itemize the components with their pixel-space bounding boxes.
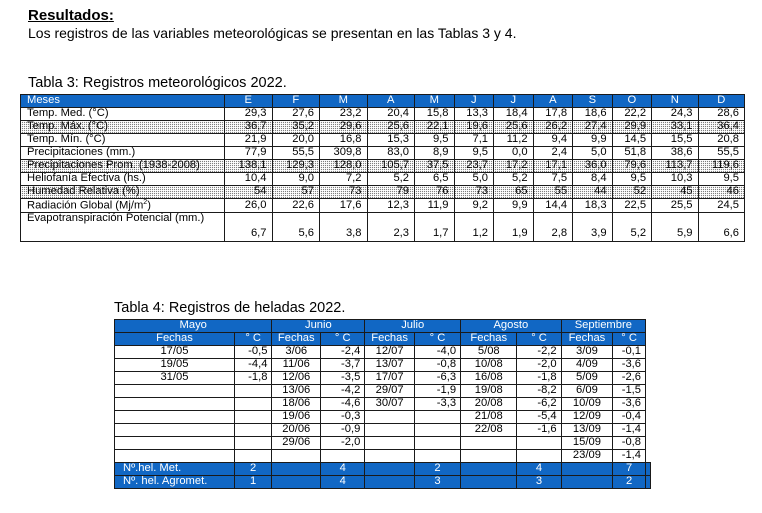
temp-cell: -1,5: [613, 385, 646, 398]
month-header: Agosto: [461, 320, 562, 333]
meteorological-table: [20, 94, 745, 242]
temp-cell: -3,6: [613, 359, 646, 372]
date-cell: 4/09: [561, 359, 613, 372]
table-cell: 9,9: [494, 199, 534, 213]
temp-cell: -4,2: [321, 385, 365, 398]
row-label: Temp. Med. (°C): [21, 108, 225, 121]
totals-label: Nº. hel. Agromet.: [115, 476, 235, 489]
temp-cell: -4,6: [321, 398, 365, 411]
temp-cell: -2,2: [517, 346, 561, 359]
date-cell: 29/07: [365, 385, 415, 398]
table-row: [115, 450, 651, 463]
temp-cell: -2,4: [321, 346, 365, 359]
table-cell: 79,6: [612, 160, 652, 173]
date-cell: 10/09: [561, 398, 613, 411]
table-cell: 23,7: [454, 160, 494, 173]
date-cell: 19/06: [272, 411, 321, 424]
table-cell: 76: [415, 186, 455, 199]
temp-cell: -0,1: [613, 346, 646, 359]
date-cell: [461, 437, 517, 450]
table-cell: 3,8: [320, 212, 368, 241]
table-cell: 21,9: [225, 134, 273, 147]
section-heading: Resultados:: [28, 7, 114, 24]
table-row: [21, 147, 745, 160]
temp-cell: -3,6: [613, 398, 646, 411]
table-cell: 5,2: [494, 173, 534, 186]
date-cell: 19/08: [461, 385, 517, 398]
temp-cell: -5,4: [517, 411, 561, 424]
date-cell: 13/06: [272, 385, 321, 398]
table-cell: 15,3: [367, 134, 415, 147]
date-cell: 31/05: [115, 372, 235, 385]
table-cell: 7,2: [320, 173, 368, 186]
table-cell: 25,5: [652, 199, 698, 213]
table-cell: 13,3: [454, 108, 494, 121]
table-cell: 26,2: [533, 121, 573, 134]
temp-cell: -0,8: [613, 437, 646, 450]
temp-cell: [234, 411, 272, 424]
date-cell: 15/09: [561, 437, 613, 450]
dates-header: Fechas: [561, 333, 613, 346]
table-cell: 9,2: [454, 199, 494, 213]
date-cell: 30/07: [365, 398, 415, 411]
table-cell: 25,6: [494, 121, 534, 134]
date-cell: 12/09: [561, 411, 613, 424]
table-cell: 52: [612, 186, 652, 199]
table-cell: 5,2: [367, 173, 415, 186]
row-label: Evapotranspiración Potencial (mm.): [21, 212, 225, 241]
totals-value: 4: [321, 463, 365, 476]
table-cell: 0,0: [494, 147, 534, 160]
dates-header: Fechas: [272, 333, 321, 346]
table-cell: 16,8: [320, 134, 368, 147]
table-cell: 8,4: [573, 173, 613, 186]
date-cell: 3/06: [272, 346, 321, 359]
row-label: Precipitaciones Prom. (1938-2008): [21, 160, 225, 173]
table-cell: 55: [533, 186, 573, 199]
table-cell: 83,0: [367, 147, 415, 160]
table-cell: 20,4: [367, 108, 415, 121]
dates-header: Fechas: [461, 333, 517, 346]
table-cell: 33,1: [652, 121, 698, 134]
row-label: Heliofanía Efectiva (hs.): [21, 173, 225, 186]
table-cell: 19,6: [454, 121, 494, 134]
temp-cell: -0,4: [613, 411, 646, 424]
totals-label: Nº.hel. Met.: [115, 463, 235, 476]
table3-month-header: J: [454, 95, 494, 108]
table-cell: 128,0: [320, 160, 368, 173]
table3-month-header: F: [272, 95, 320, 108]
temp-cell: -4,4: [234, 359, 272, 372]
date-cell: 12/07: [365, 346, 415, 359]
table-cell: 9,4: [533, 134, 573, 147]
table-cell: 9,5: [415, 134, 455, 147]
temp-cell: -3,5: [321, 372, 365, 385]
table-cell: 7,5: [533, 173, 573, 186]
table-cell: 5,0: [573, 147, 613, 160]
date-cell: 11/06: [272, 359, 321, 372]
table-cell: 27,4: [573, 121, 613, 134]
table-cell: 8,9: [415, 147, 455, 160]
date-cell: 18/06: [272, 398, 321, 411]
table3-month-header: M: [415, 95, 455, 108]
table-cell: 65: [494, 186, 534, 199]
table-cell: 51,8: [612, 147, 652, 160]
temp-cell: -6,2: [517, 398, 561, 411]
date-cell: [365, 450, 415, 463]
table-cell: 26,0: [225, 199, 273, 213]
table-cell: 7,1: [454, 134, 494, 147]
totals-value: 3: [414, 476, 460, 489]
table3-month-header: S: [573, 95, 613, 108]
totals-value: 4: [517, 463, 561, 476]
table-cell: 3,9: [573, 212, 613, 241]
temp-cell: -1,6: [517, 424, 561, 437]
table-cell: 6,7: [225, 212, 273, 241]
table-cell: 6,5: [415, 173, 455, 186]
date-cell: [365, 411, 415, 424]
table-cell: 20,0: [272, 134, 320, 147]
date-cell: 19/05: [115, 359, 235, 372]
date-cell: 5/09: [561, 372, 613, 385]
date-cell: [115, 450, 235, 463]
table-cell: 17,2: [494, 160, 534, 173]
table-cell: 10,4: [225, 173, 273, 186]
table4-month-row: [115, 320, 651, 333]
table-cell: 45: [652, 186, 698, 199]
temp-cell: -1,4: [613, 424, 646, 437]
table-cell: 105,7: [367, 160, 415, 173]
date-cell: 16/08: [461, 372, 517, 385]
table-cell: 79: [367, 186, 415, 199]
temp-cell: [414, 437, 460, 450]
table-cell: 44: [573, 186, 613, 199]
temp-cell: [517, 450, 561, 463]
table-cell: 27,6: [272, 108, 320, 121]
temp-cell: -1,4: [613, 450, 646, 463]
totals-spacer: [365, 463, 415, 476]
intro-paragraph: Los registros de las variables meteorológicas se presentan en las Tablas 3 y 4.: [28, 25, 517, 41]
superscript: 2: [143, 199, 148, 206]
temp-cell: -0,5: [234, 346, 272, 359]
row-label: Temp. Mín. (°C): [21, 134, 225, 147]
table-cell: 20,8: [698, 134, 744, 147]
table-cell: 11,9: [415, 199, 455, 213]
temp-cell: [321, 450, 365, 463]
table-cell: 24,3: [652, 108, 698, 121]
date-cell: 20/06: [272, 424, 321, 437]
temp-cell: [234, 450, 272, 463]
table-row: [21, 186, 745, 199]
table-cell: 23,2: [320, 108, 368, 121]
totals-spacer: [561, 463, 613, 476]
table-cell: 1,2: [454, 212, 494, 241]
table-cell: 55,5: [272, 147, 320, 160]
totals-value: 1: [234, 476, 272, 489]
totals-spacer: [272, 463, 321, 476]
table-cell: 22,2: [612, 108, 652, 121]
date-cell: 5/08: [461, 346, 517, 359]
temp-cell: [414, 424, 460, 437]
date-cell: 6/09: [561, 385, 613, 398]
date-cell: 17/05: [115, 346, 235, 359]
table-cell: 24,5: [698, 199, 744, 213]
table-cell: 22,6: [272, 199, 320, 213]
temp-cell: -4,0: [414, 346, 460, 359]
temp-cell: -6,3: [414, 372, 460, 385]
table-cell: 113,7: [652, 160, 698, 173]
table-row: [115, 411, 651, 424]
table-cell: 54: [225, 186, 273, 199]
temp-cell: -0,3: [321, 411, 365, 424]
table-cell: 5,0: [454, 173, 494, 186]
table-cell: 28,6: [698, 108, 744, 121]
unit-header: ° C: [517, 333, 561, 346]
temp-cell: [234, 424, 272, 437]
table-cell: 1,9: [494, 212, 534, 241]
date-cell: 13/07: [365, 359, 415, 372]
temp-cell: -3,7: [321, 359, 365, 372]
table-cell: 14,5: [612, 134, 652, 147]
totals-spacer: [461, 476, 517, 489]
month-header: Junio: [272, 320, 365, 333]
date-cell: [115, 437, 235, 450]
temp-cell: -0,9: [321, 424, 365, 437]
date-cell: [115, 398, 235, 411]
totals-value: 7: [613, 463, 646, 476]
date-cell: 3/09: [561, 346, 613, 359]
date-cell: 12/06: [272, 372, 321, 385]
table4-subheader-row: [115, 333, 651, 346]
row-label: Temp. Máx. (°C): [21, 121, 225, 134]
temp-cell: [234, 437, 272, 450]
table3-month-header: O: [612, 95, 652, 108]
totals-value: 3: [517, 476, 561, 489]
totals-value: 2: [613, 476, 646, 489]
temp-cell: -0,8: [414, 359, 460, 372]
table3-header-label: Meses: [21, 95, 225, 108]
frost-table: [114, 319, 651, 489]
temp-cell: [234, 385, 272, 398]
totals-spacer: [646, 463, 651, 476]
table-cell: 73: [454, 186, 494, 199]
table-cell: 9,0: [272, 173, 320, 186]
unit-header: ° C: [414, 333, 460, 346]
table-cell: 17,8: [533, 108, 573, 121]
temp-cell: -2,6: [613, 372, 646, 385]
temp-cell: [414, 411, 460, 424]
table-row: [115, 372, 651, 385]
table-cell: 309,8: [320, 147, 368, 160]
dates-header: Fechas: [365, 333, 415, 346]
table-cell: 29,3: [225, 108, 273, 121]
row-label: Radiación Global $(Mj/m^2)$: [21, 199, 225, 213]
totals-value: 4: [321, 476, 365, 489]
table-cell: 9,5: [698, 173, 744, 186]
table-cell: 2,3: [367, 212, 415, 241]
table-row: [21, 121, 745, 134]
table-cell: 5,6: [272, 212, 320, 241]
table3-month-header: M: [320, 95, 368, 108]
table-row: [115, 398, 651, 411]
table-cell: 14,4: [533, 199, 573, 213]
date-cell: [365, 424, 415, 437]
table-row: [21, 173, 745, 186]
table-cell: 73: [320, 186, 368, 199]
date-cell: [115, 424, 235, 437]
date-cell: [115, 411, 235, 424]
table-cell: 17,6: [320, 199, 368, 213]
table-cell: 12,3: [367, 199, 415, 213]
table-cell: 2,4: [533, 147, 573, 160]
table-row: [21, 134, 745, 147]
temp-cell: -3,3: [414, 398, 460, 411]
table-row: [21, 199, 745, 213]
row-label: Humedad Relativa (%): [21, 186, 225, 199]
table-cell: 2,8: [533, 212, 573, 241]
table-cell: 25,6: [367, 121, 415, 134]
totals-row: [115, 463, 651, 476]
month-header: Septiembre: [561, 320, 645, 333]
date-cell: [461, 450, 517, 463]
temp-cell: -2,0: [517, 359, 561, 372]
table3-month-header: N: [652, 95, 698, 108]
table-row: [21, 160, 745, 173]
table-row: [115, 346, 651, 359]
table-row: [21, 108, 745, 121]
table3-month-header: E: [225, 95, 273, 108]
date-cell: 20/08: [461, 398, 517, 411]
date-cell: 13/09: [561, 424, 613, 437]
table-cell: 10,3: [652, 173, 698, 186]
table-cell: 15,8: [415, 108, 455, 121]
table-row: [115, 359, 651, 372]
table-cell: 17,1: [533, 160, 573, 173]
temp-cell: [414, 450, 460, 463]
date-cell: 10/08: [461, 359, 517, 372]
totals-spacer: [461, 463, 517, 476]
table-cell: 129,3: [272, 160, 320, 173]
table-cell: 37,5: [415, 160, 455, 173]
table-cell: 9,9: [573, 134, 613, 147]
table-row: [115, 437, 651, 450]
date-cell: 17/07: [365, 372, 415, 385]
temp-cell: [234, 398, 272, 411]
table-cell: 29,9: [612, 121, 652, 134]
table-cell: 18,4: [494, 108, 534, 121]
table3-header-row: [21, 95, 745, 108]
table-cell: 9,5: [454, 147, 494, 160]
table-cell: 11,2: [494, 134, 534, 147]
date-cell: 23/09: [561, 450, 613, 463]
table-cell: 6,6: [698, 212, 744, 241]
date-cell: 22/08: [461, 424, 517, 437]
table-cell: 18,3: [573, 199, 613, 213]
table-cell: 15,5: [652, 134, 698, 147]
month-header: Mayo: [115, 320, 272, 333]
temp-cell: -2,0: [321, 437, 365, 450]
totals-spacer: [646, 476, 651, 489]
table-row: [115, 424, 651, 437]
temp-cell: -1,9: [414, 385, 460, 398]
table3-month-header: J: [494, 95, 534, 108]
date-cell: [115, 385, 235, 398]
table-cell: 55,5: [698, 147, 744, 160]
temp-cell: -8,2: [517, 385, 561, 398]
unit-header: ° C: [234, 333, 272, 346]
table-cell: 57: [272, 186, 320, 199]
table-cell: 5,9: [652, 212, 698, 241]
table-cell: 77,9: [225, 147, 273, 160]
temp-cell: [517, 437, 561, 450]
table3-month-header: D: [698, 95, 744, 108]
table3-caption: Tabla 3: Registros meteorológicos 2022.: [28, 75, 287, 91]
totals-spacer: [561, 476, 613, 489]
table3-month-header: A: [367, 95, 415, 108]
table-cell: 46: [698, 186, 744, 199]
date-cell: [365, 437, 415, 450]
table-row: [115, 385, 651, 398]
date-cell: 29/06: [272, 437, 321, 450]
date-cell: 21/08: [461, 411, 517, 424]
table-cell: 36,0: [573, 160, 613, 173]
dates-header: Fechas: [115, 333, 235, 346]
temp-cell: -1,8: [234, 372, 272, 385]
table3-month-header: A: [533, 95, 573, 108]
unit-header: ° C: [613, 333, 646, 346]
totals-spacer: [272, 476, 321, 489]
table-cell: 138,1: [225, 160, 273, 173]
table-cell: 29,6: [320, 121, 368, 134]
table-cell: 22,1: [415, 121, 455, 134]
table-cell: 1,7: [415, 212, 455, 241]
table-row: [21, 212, 745, 241]
table4-caption: Tabla 4: Registros de heladas 2022.: [114, 300, 346, 316]
table-cell: 18,6: [573, 108, 613, 121]
table-cell: 35,2: [272, 121, 320, 134]
month-header: Julio: [365, 320, 461, 333]
table-cell: 22,5: [612, 199, 652, 213]
row-label: Precipitaciones (mm.): [21, 147, 225, 160]
temp-cell: -1,8: [517, 372, 561, 385]
table-cell: 9,5: [612, 173, 652, 186]
unit-header: ° C: [321, 333, 365, 346]
totals-spacer: [365, 476, 415, 489]
date-cell: [272, 450, 321, 463]
table-cell: 5,2: [612, 212, 652, 241]
totals-row: [115, 476, 651, 489]
totals-value: 2: [234, 463, 272, 476]
table-cell: 36,4: [698, 121, 744, 134]
table-cell: 36,7: [225, 121, 273, 134]
table-cell: 119,6: [698, 160, 744, 173]
table-cell: 38,6: [652, 147, 698, 160]
totals-value: 2: [414, 463, 460, 476]
